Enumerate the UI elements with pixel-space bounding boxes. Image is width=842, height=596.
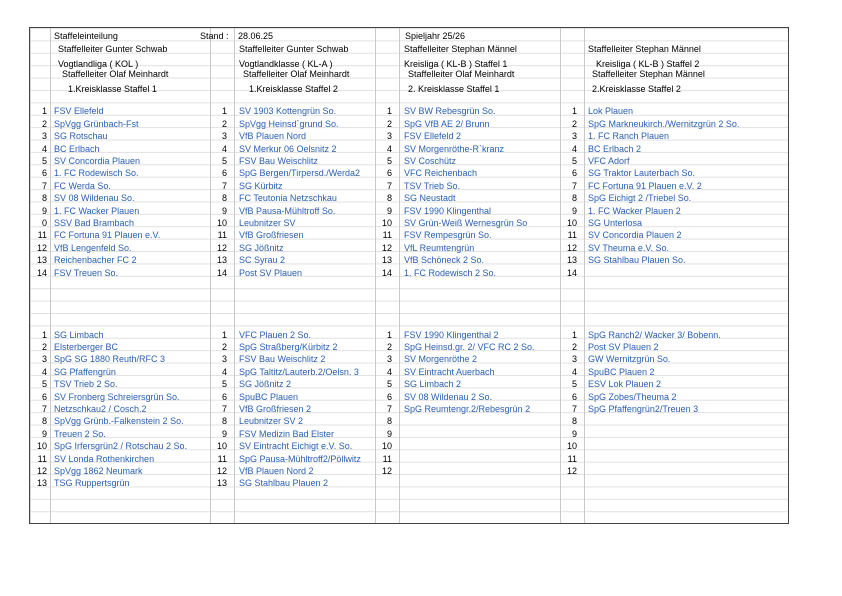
row-number: 9 bbox=[221, 428, 227, 439]
team-name: SG Limbach 2 bbox=[404, 379, 462, 390]
team-name: SpG Ranch2/ Wacker 3/ Bobenn. bbox=[588, 329, 721, 340]
staffelleiter-label: Staffelleiter Gunter Schwab bbox=[58, 44, 168, 55]
row-number: 4 bbox=[386, 366, 392, 377]
team-name: SV Coschütz bbox=[404, 156, 457, 166]
team-name: SG Limbach bbox=[54, 329, 104, 340]
team-name: TSV Trieb So. bbox=[404, 180, 461, 191]
row-number: 12 bbox=[36, 242, 47, 253]
team-name: SV BW Rebesgrün So. bbox=[404, 106, 496, 117]
row-number: 9 bbox=[571, 205, 577, 216]
row-number: 1 bbox=[571, 329, 577, 340]
team-name: 1. FC Wacker Plauen 2 bbox=[588, 205, 681, 216]
team-name: TSG Ruppertsgrün bbox=[54, 478, 130, 489]
row-number: 6 bbox=[571, 391, 577, 402]
team-name: SV Merkur 06 Oelsnitz 2 bbox=[239, 143, 337, 154]
sheet-title: Staffeleinteilung bbox=[54, 31, 118, 41]
team-name: SpG Pfaffengrün2/Treuen 3 bbox=[588, 404, 699, 414]
row-number: 11 bbox=[382, 453, 392, 464]
team-name: FSV Rempesgrün So. bbox=[404, 230, 492, 241]
team-name: SV 08 Wildenau So. bbox=[54, 193, 135, 204]
team-name: SV 1903 Kottengrün So. bbox=[239, 106, 337, 117]
team-name: SpG VfB AE 2/ Brunn bbox=[404, 118, 490, 129]
team-name: 1. FC Rodewisch So. bbox=[54, 168, 139, 179]
team-name: VfB Plauen Nord 2 bbox=[239, 466, 314, 476]
row-number: 9 bbox=[221, 205, 227, 216]
row-number: 5 bbox=[571, 156, 577, 166]
team-name: FSV 1990 Klingenthal bbox=[404, 205, 492, 216]
team-name: Post SV Plauen 2 bbox=[588, 342, 659, 352]
team-name: 1. FC Ranch Plauen bbox=[588, 131, 670, 142]
row-number: 3 bbox=[386, 354, 392, 365]
row-number: 8 bbox=[41, 416, 47, 427]
team-name: FC Teutonia Netzschkau bbox=[239, 193, 337, 204]
row-number: 13 bbox=[36, 478, 47, 489]
row-number: 14 bbox=[216, 267, 227, 278]
team-name: VFC Plauen 2 So. bbox=[239, 329, 312, 340]
team-name: Leubnitzer SV 2 bbox=[239, 416, 304, 427]
row-number: 7 bbox=[221, 404, 227, 414]
row-number: 4 bbox=[386, 143, 392, 154]
team-name: SV Londa Rothenkirchen bbox=[54, 453, 155, 464]
row-number: 5 bbox=[571, 379, 577, 390]
league-title: 1.Kreisklasse Staffel 1 bbox=[68, 83, 157, 94]
team-name: FSV Bau Weischlitz bbox=[239, 156, 318, 166]
row-number: 4 bbox=[41, 143, 47, 154]
row-number: 1 bbox=[386, 329, 392, 340]
team-name: SG Jößnitz bbox=[239, 242, 284, 253]
staffelleiter-label: Staffelleiter Stephan Männel bbox=[404, 44, 517, 55]
row-number: 4 bbox=[41, 366, 47, 377]
team-name: SpG Pausa-Mühltroff2/Pöllwitz bbox=[239, 453, 361, 464]
team-name: SV Eintracht Auerbach bbox=[404, 366, 495, 377]
staffelleiter-label: Staffelleiter Olaf Meinhardt bbox=[408, 69, 515, 80]
row-number: 5 bbox=[386, 379, 392, 390]
row-number: 11 bbox=[37, 453, 47, 464]
row-number: 2 bbox=[386, 342, 392, 352]
team-name: BC Erlbach bbox=[54, 143, 100, 154]
row-number: 9 bbox=[41, 428, 47, 439]
grid-line bbox=[584, 28, 585, 523]
league-title: 1.Kreisklasse Staffel 2 bbox=[249, 83, 338, 94]
row-number: 12 bbox=[566, 242, 577, 253]
team-name: SG Stahlbau Plauen So. bbox=[588, 255, 686, 266]
team-name: SV Fronberg Schreiersgrün So. bbox=[54, 391, 180, 402]
team-name: Treuen 2 So. bbox=[54, 428, 106, 439]
row-number: 3 bbox=[221, 354, 227, 365]
stand-label: Stand : bbox=[200, 31, 229, 41]
team-name: SpG Irfersgrün2 / Rotschau 2 So. bbox=[54, 441, 188, 452]
team-name: SpG Reumtengr.2/Rebesgrün 2 bbox=[404, 404, 531, 414]
team-name: VfB Pausa-Mühltroff So. bbox=[239, 205, 336, 216]
team-name: SV Eintracht Eichigt e.V. So. bbox=[239, 441, 353, 452]
row-number: 3 bbox=[571, 131, 577, 142]
row-number: 10 bbox=[381, 441, 392, 452]
row-number: 11 bbox=[567, 230, 577, 241]
row-number: 10 bbox=[566, 218, 577, 228]
row-number: 5 bbox=[41, 379, 47, 390]
row-number: 5 bbox=[386, 156, 392, 166]
row-number: 8 bbox=[41, 193, 47, 204]
row-number: 8 bbox=[386, 416, 392, 427]
row-number: 10 bbox=[381, 218, 392, 228]
team-name: FC Fortuna 91 Plauen e.V. 2 bbox=[588, 180, 702, 191]
team-name: SV Morgenröthe 2 bbox=[404, 354, 478, 365]
team-name: SpG SG 1880 Reuth/RFC 3 bbox=[54, 354, 166, 365]
row-number: 13 bbox=[216, 255, 227, 266]
team-name: SG Kürbitz bbox=[239, 180, 283, 191]
row-number: 10 bbox=[36, 441, 47, 452]
row-number: 4 bbox=[221, 366, 227, 377]
row-number: 6 bbox=[41, 391, 47, 402]
row-number: 10 bbox=[216, 441, 227, 452]
row-number: 13 bbox=[216, 478, 227, 489]
spreadsheet-sheet bbox=[29, 27, 789, 524]
team-name: SG Stahlbau Plauen 2 bbox=[239, 478, 329, 489]
team-name: GW Wernitzgrün So. bbox=[588, 354, 671, 365]
row-number: 5 bbox=[221, 156, 227, 166]
staffelleiter-label: Staffelleiter Olaf Meinhardt bbox=[62, 69, 169, 80]
row-number: 11 bbox=[382, 230, 392, 241]
row-number: 7 bbox=[571, 404, 577, 414]
league-title: 2. Kreisklasse Staffel 1 bbox=[408, 83, 500, 94]
row-number: 6 bbox=[386, 391, 392, 402]
row-number: 14 bbox=[566, 267, 577, 278]
row-number: 12 bbox=[381, 466, 392, 476]
row-number: 7 bbox=[221, 180, 227, 191]
staffelleiter-label: Staffelleiter Stephan Männel bbox=[588, 44, 701, 55]
team-name: VFC Reichenbach bbox=[404, 168, 478, 179]
team-name: SpVgg 1862 Neumark bbox=[54, 466, 143, 476]
row-number: 1 bbox=[41, 329, 47, 340]
row-number: 6 bbox=[571, 168, 577, 179]
row-number: 12 bbox=[216, 466, 227, 476]
team-name: VfB Großfriesen 2 bbox=[239, 404, 312, 414]
row-number: 11 bbox=[217, 453, 227, 464]
team-name: Post SV Plauen bbox=[239, 267, 303, 278]
team-name: FSV Treuen So. bbox=[54, 267, 119, 278]
row-number: 11 bbox=[567, 453, 577, 464]
team-name: Lok Plauen bbox=[588, 106, 634, 117]
row-number: 1 bbox=[386, 106, 392, 117]
row-number: 2 bbox=[221, 118, 227, 129]
row-number: 14 bbox=[381, 267, 392, 278]
row-number: 8 bbox=[386, 193, 392, 204]
row-number: 9 bbox=[41, 205, 47, 216]
team-name: SG Unterlosa bbox=[588, 218, 643, 228]
team-name: VfB Großfriesen bbox=[239, 230, 304, 241]
staffelleiter-label: Staffelleiter Olaf Meinhardt bbox=[243, 69, 350, 80]
team-name: SpVgg Grünb.-Falkenstein 2 So. bbox=[54, 416, 184, 427]
row-number: 1 bbox=[221, 106, 227, 117]
row-number: 13 bbox=[36, 255, 47, 266]
row-number: 4 bbox=[221, 143, 227, 154]
team-name: SV Grün-Weiß Wernesgrün So bbox=[404, 218, 528, 228]
team-name: SV Concordia Plauen bbox=[54, 156, 141, 166]
team-name: FSV 1990 Klingenthal 2 bbox=[404, 329, 499, 340]
row-number: 3 bbox=[221, 131, 227, 142]
row-number: 8 bbox=[571, 416, 577, 427]
row-number: 7 bbox=[386, 404, 392, 414]
grid-line bbox=[399, 28, 400, 523]
staffelleiter-label: Staffelleiter Gunter Schwab bbox=[239, 44, 349, 55]
row-number: 1 bbox=[571, 106, 577, 117]
row-number: 5 bbox=[41, 156, 47, 166]
row-number: 2 bbox=[386, 118, 392, 129]
grid-line bbox=[50, 28, 51, 523]
row-number: 2 bbox=[41, 118, 47, 129]
team-name: SC Syrau 2 bbox=[239, 255, 286, 266]
row-number: 2 bbox=[571, 118, 577, 129]
team-name: FSV Medizin Bad Elster bbox=[239, 428, 335, 439]
team-name: Reichenbacher FC 2 bbox=[54, 255, 137, 266]
row-number: 12 bbox=[381, 242, 392, 253]
team-name: VfB Schöneck 2 So. bbox=[404, 255, 485, 266]
team-name: SV 08 Wildenau 2 So. bbox=[404, 391, 493, 402]
team-name: FSV Bau Weischlitz 2 bbox=[239, 354, 326, 365]
league-title: Kreisliga ( KL-B ) Staffel 2 bbox=[596, 58, 700, 69]
team-name: 1. FC Wacker Plauen bbox=[54, 205, 140, 216]
team-name: SV Concordia Plauen 2 bbox=[588, 230, 682, 241]
row-number: 6 bbox=[221, 168, 227, 179]
row-number: 9 bbox=[386, 428, 392, 439]
team-name: SpuBC Plauen bbox=[239, 391, 299, 402]
row-number: 8 bbox=[221, 193, 227, 204]
team-name: SG Neustadt bbox=[404, 193, 456, 204]
team-name: SpG Heinsd.gr. 2/ VFC RC 2 So. bbox=[404, 342, 535, 352]
team-name: SpVgg Grünbach-Fst bbox=[54, 118, 139, 129]
row-number: 1 bbox=[221, 329, 227, 340]
row-number: 9 bbox=[386, 205, 392, 216]
row-number: 1 bbox=[41, 106, 47, 117]
team-name: VfL Reumtengrün bbox=[404, 242, 475, 253]
row-number: 6 bbox=[386, 168, 392, 179]
row-number: 2 bbox=[41, 342, 47, 352]
row-number: 2 bbox=[221, 342, 227, 352]
team-name: ESV Lok Plauen 2 bbox=[588, 379, 662, 390]
team-name: FC Fortuna 91 Plauen e.V. bbox=[54, 230, 161, 241]
team-name: VFC Adorf bbox=[588, 156, 630, 166]
row-number: 3 bbox=[571, 354, 577, 365]
team-name: SG Rotschau bbox=[54, 131, 108, 142]
team-name: SpG Zobes/Theuma 2 bbox=[588, 391, 677, 402]
row-number: 5 bbox=[221, 379, 227, 390]
team-name: SG Jößnitz 2 bbox=[239, 379, 292, 390]
league-title: Vogtlandklasse ( KL-A ) bbox=[239, 58, 333, 69]
team-name: 1. FC Rodewisch 2 So. bbox=[404, 267, 497, 278]
row-number: 12 bbox=[36, 466, 47, 476]
row-number: 3 bbox=[41, 354, 47, 365]
team-name: SpuBC Plauen 2 bbox=[588, 366, 655, 377]
row-number: 0 bbox=[41, 218, 47, 228]
row-number: 8 bbox=[221, 416, 227, 427]
row-number: 4 bbox=[571, 143, 577, 154]
team-name: VfB Lengenfeld So. bbox=[54, 242, 132, 253]
row-number: 7 bbox=[386, 180, 392, 191]
team-name: Leubnitzer SV bbox=[239, 218, 296, 228]
team-name: SV Theuma e.V. So. bbox=[588, 242, 670, 253]
league-title: Vogtlandliga ( KOL ) bbox=[58, 58, 139, 69]
team-name: SpG Taltitz/Lauterb.2/Oelsn. 3 bbox=[239, 366, 359, 377]
league-title: Kreisliga ( KL-B ) Staffel 1 bbox=[404, 58, 508, 69]
row-number: 13 bbox=[566, 255, 577, 266]
row-number: 6 bbox=[41, 168, 47, 179]
row-number: 6 bbox=[221, 391, 227, 402]
team-name: Netzschkau2 / Cosch.2 bbox=[54, 404, 147, 414]
row-number: 7 bbox=[571, 180, 577, 191]
row-number: 9 bbox=[571, 428, 577, 439]
team-name: SV Morgenröthe-R`kranz bbox=[404, 143, 505, 154]
row-number: 3 bbox=[386, 131, 392, 142]
stand-date: 28.06.25 bbox=[238, 31, 274, 41]
row-number: 8 bbox=[571, 193, 577, 204]
row-number: 10 bbox=[566, 441, 577, 452]
row-number: 7 bbox=[41, 404, 47, 414]
row-number: 11 bbox=[217, 230, 227, 241]
row-number: 12 bbox=[216, 242, 227, 253]
row-number: 10 bbox=[216, 218, 227, 228]
row-number: 11 bbox=[37, 230, 47, 241]
staffelleiter-label: Staffelleiter Stephan Männel bbox=[592, 69, 705, 80]
team-name: SpG Markneukirch./Wernitzgrün 2 So. bbox=[588, 118, 740, 129]
team-name: BC Erlbach 2 bbox=[588, 143, 642, 154]
team-name: SpG Bergen/Tirpersd./Werda2 bbox=[239, 168, 361, 179]
team-name: SG Traktor Lauterbach So. bbox=[588, 168, 696, 179]
row-number: 14 bbox=[36, 267, 47, 278]
row-number: 4 bbox=[571, 366, 577, 377]
row-number: 3 bbox=[41, 131, 47, 142]
row-number: 12 bbox=[566, 466, 577, 476]
team-name: FSV Ellefeld bbox=[54, 106, 104, 117]
team-name: VfB Plauen Nord bbox=[239, 131, 307, 142]
team-name: SpG Straßberg/Kürbitz 2 bbox=[239, 342, 338, 352]
team-name: TSV Trieb 2 So. bbox=[54, 379, 118, 390]
team-name: FSV Ellefeld 2 bbox=[404, 131, 462, 142]
league-title: 2.Kreisklasse Staffel 2 bbox=[592, 83, 681, 94]
team-name: Elsterberger BC bbox=[54, 342, 119, 352]
row-number: 13 bbox=[381, 255, 392, 266]
season-label: Spieljahr 25/26 bbox=[405, 31, 466, 41]
team-name: FC Werda So. bbox=[54, 180, 111, 191]
team-name: SG Pfaffengrün bbox=[54, 366, 116, 377]
team-name: SpG Eichigt 2 /Triebel So. bbox=[588, 193, 692, 204]
row-number: 2 bbox=[571, 342, 577, 352]
team-name: SpVgg Heinsd`grund So. bbox=[239, 118, 339, 129]
team-name: SSV Bad Brambach bbox=[54, 218, 135, 228]
row-number: 7 bbox=[41, 180, 47, 191]
grid-line bbox=[234, 28, 235, 523]
